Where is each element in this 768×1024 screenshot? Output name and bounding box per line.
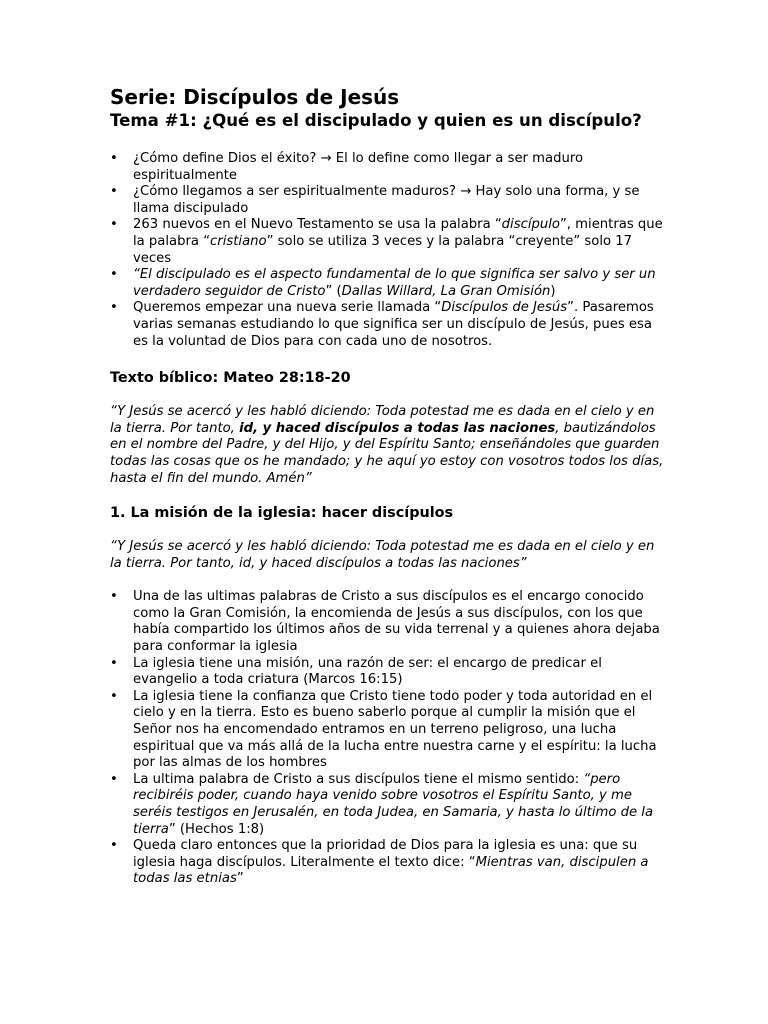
bullet-icon: • <box>110 838 118 854</box>
bullet-icon: • <box>110 300 118 316</box>
bullet-icon: • <box>110 151 118 166</box>
arrow-right-icon: → <box>320 151 332 166</box>
bible-quote: “Y Jesús se acercó y les habló diciendo: Toda potestad me es dada en el cielo y en la tierra. Por tanto, id, y haced discípulos a todas las naciones, bautizándolos en el nombre del Padre, y del Hijo, y del Espíritu Santo; enseñándoles que guarden todas las cosas que os he mandado; y he aquí yo estoy con vosotros todos los días, hasta el fin del mundo. Amén” <box>110 404 664 486</box>
document-body <box>110 84 670 888</box>
list-item: • Queremos empezar una nueva serie llamada “Discípulos de Jesús”. Pasaremos varias semanas estudiando lo que significa ser un discípulo de Jesús, pues esa es la voluntad de Dios para con cada uno de nosotros. <box>110 300 654 349</box>
list-item: • La iglesia tiene la confianza que Cristo tiene todo poder y toda autoridad en el cielo y en la tierra. Esto es bueno saberlo porque al cumplir la misión que el Señor nos ha encomendado entramos en un terreno peligroso, una lucha espiritual que va más allá de la lucha entre nuestra carne y el espíritu: la lucha por las almas de los hombres <box>110 688 657 771</box>
arrow-right-icon: → <box>460 184 472 200</box>
bullet-icon: • <box>110 184 118 200</box>
bullet-icon: • <box>110 688 118 704</box>
section-heading: 1. La misión de la iglesia: hacer discípulos <box>110 505 454 522</box>
list-item: • Una de las ultimas palabras de Cristo a sus discípulos es el encargo conocido como la Gran Comisión, la encomienda de Jesús a sus discípulos, con los que había compartido los últimos años de su vida terrenal y a quienes ahora dejaba para conformar la iglesia <box>110 589 660 655</box>
bullet-icon: • <box>110 771 118 787</box>
bullet-icon: • <box>110 655 118 671</box>
section-quote: “Y Jesús se acercó y les habló diciendo: Toda potestad me es dada en el cielo y en la tierra. Por tanto, id, y haced discípulos a todas las naciones” <box>110 539 655 571</box>
section-list <box>110 589 670 888</box>
list-item: • Queda claro entonces que la prioridad de Dios para la iglesia es una: que su iglesia haga discípulos. Literalmente el texto dice: “Mientras van, discipulen a todas las etnias” <box>110 838 649 887</box>
list-item: • ¿Cómo define Dios el éxito? → El lo define como llegar a ser maduro espiritualmente <box>110 151 584 183</box>
bible-text-heading: Texto bíblico: Mateo 28:18-20 <box>110 370 351 387</box>
series-title: Serie: Discípulos de Jesús <box>110 85 400 109</box>
list-item: • “El discipulado es el aspecto fundamental de lo que significa ser salvo y ser un verdadero seguidor de Cristo” (Dallas Willard, La Gran Omisión) <box>110 267 656 299</box>
bullet-icon: • <box>110 589 118 605</box>
topic-title: Tema #1: ¿Qué es el discipulado y quien es un discípulo? <box>110 111 642 130</box>
list-item: • La ultima palabra de Cristo a sus discípulos tiene el mismo sentido: “pero recibiréis poder, cuando haya venido sobre vosotros el Espíritu Santo, y me seréis testigos en Jerusalén, en toda Judea, en Samaria, y hasta lo último de la tierra” (Hechos 1:8) <box>110 771 654 837</box>
list-item: • 263 nuevos en el Nuevo Testamento se usa la palabra “discípulo”, mientras que la palabra “cristiano” solo se utiliza 3 veces y la palabra “creyente” solo 17 veces <box>110 217 663 266</box>
bullet-icon: • <box>110 217 118 233</box>
list-item: • La iglesia tiene una misión, una razón de ser: el encargo de predicar el evangelio a toda criatura (Marcos 16:15) <box>110 655 602 688</box>
list-item: • ¿Cómo llegamos a ser espiritualmente maduros? → Hay solo una forma, y se llama discipulado <box>110 184 640 216</box>
intro-list <box>110 151 670 350</box>
bullet-icon: • <box>110 267 118 283</box>
